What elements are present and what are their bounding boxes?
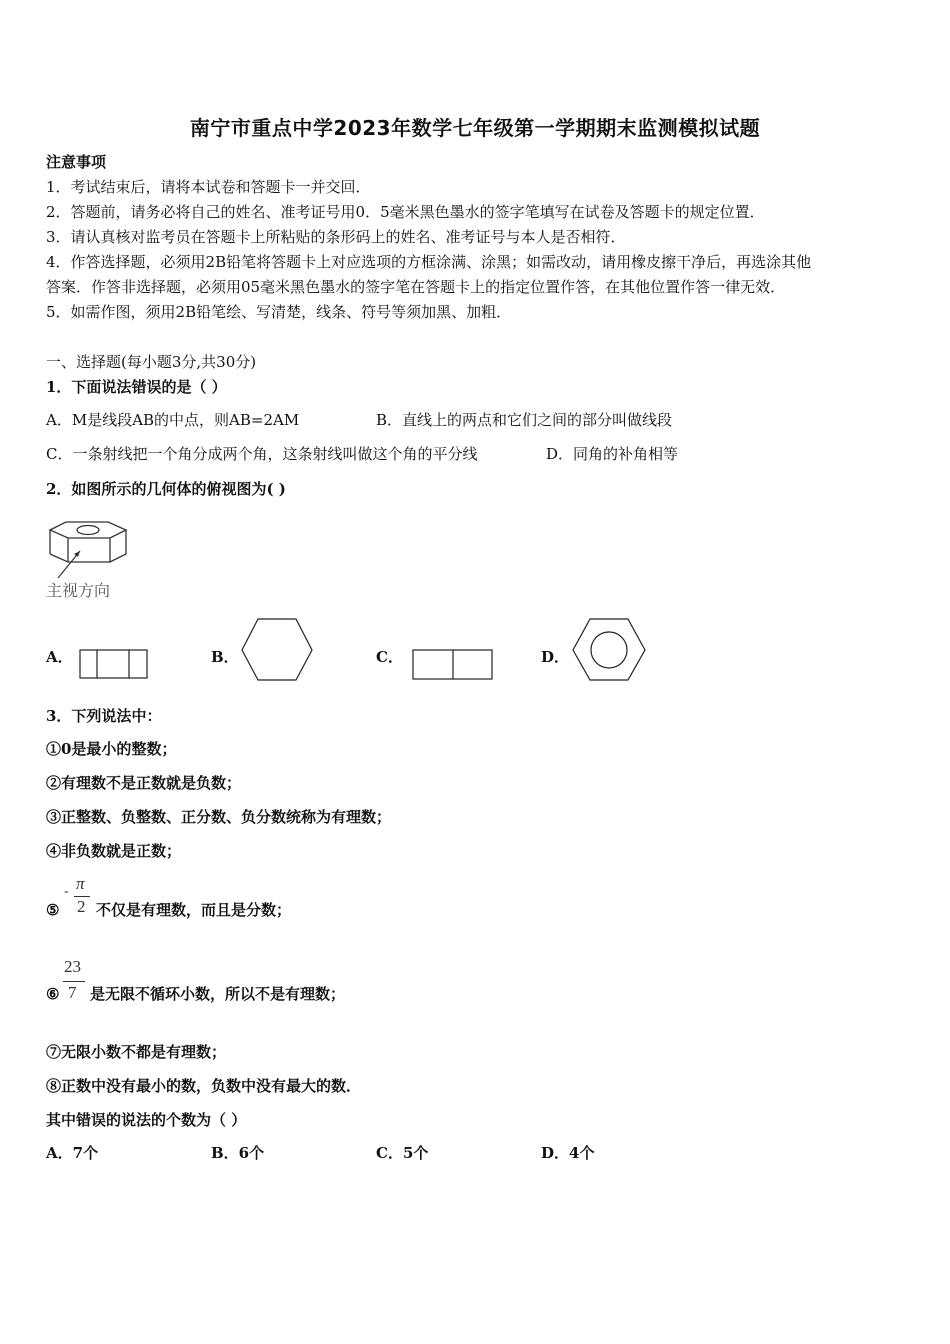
q1-option-b: B．直线上的两点和它们之间的部分叫做线段 xyxy=(376,411,673,429)
fraction-numerator: 23 xyxy=(64,957,81,976)
q3-stem: 3．下列说法中： xyxy=(46,707,162,725)
q3-statement: ④非负数就是正数； xyxy=(46,842,182,860)
q3-option-c[interactable]: C．5个 xyxy=(376,1144,429,1162)
q2-option-a-label: A． xyxy=(46,648,73,666)
q3-option-b[interactable]: B．6个 xyxy=(211,1144,265,1162)
q3-statement-text: 是无限不循环小数，所以不是有理数； xyxy=(90,985,346,1003)
notice-item: 1．考试结束后，请将本试卷和答题卡一并交回． xyxy=(46,178,371,196)
option-a-three-rect-icon[interactable] xyxy=(79,649,149,680)
q3-statement: ②有理数不是正数就是负数； xyxy=(46,774,242,792)
q2-option-b-label: B． xyxy=(211,648,239,666)
option-b-hexagon-icon[interactable] xyxy=(240,618,314,682)
minus-sign: - xyxy=(64,884,69,899)
q1-stem: 1．下面说法错误的是（ ） xyxy=(46,378,227,396)
q3-option-d[interactable]: D．4个 xyxy=(541,1144,595,1162)
section-heading: 一、选择题(每小题3分,共30分) xyxy=(46,353,257,371)
notice-item: 2．答题前，请务必将自己的姓名、准考证号用0．5毫米黑色墨水的签字笔填写在试卷及答题卡的规定位置． xyxy=(46,203,765,221)
q3-statement-number: ⑥ xyxy=(46,985,60,1003)
notice-item: 答案．作答非选择题，必须用05毫米黑色墨水的签字笔在答题卡上的指定位置作答，在其他位置作答一律无效． xyxy=(46,278,786,296)
notice-item: 5．如需作图，须用2B铅笔绘、写清楚，线条、符号等须加黑、加粗． xyxy=(46,303,512,321)
q2-option-c-label: C． xyxy=(376,648,403,666)
q3-statement: ③正整数、负整数、正分数、负分数统称为有理数； xyxy=(46,808,392,826)
option-d-hexagon-circle-icon[interactable] xyxy=(571,618,647,682)
notice-heading: 注意事项 xyxy=(46,153,107,171)
option-c-two-rect-icon[interactable] xyxy=(412,649,494,681)
q3-statement: ⑧正数中没有最小的数，负数中没有最大的数． xyxy=(46,1077,362,1095)
q3-question: 其中错误的说法的个数为（ ） xyxy=(46,1111,247,1129)
q2-option-d-label: D． xyxy=(541,648,570,666)
fraction-denominator: 2 xyxy=(77,897,86,916)
q2-stem: 2．如图所示的几何体的俯视图为( ) xyxy=(46,480,286,498)
q1-option-d: D．同角的补角相等 xyxy=(546,445,679,463)
q3-statement-number: ⑤ xyxy=(46,901,60,919)
q3-statement: ①0是最小的整数； xyxy=(46,740,177,758)
notice-item: 4．作答选择题，必须用2B铅笔将答题卡上对应选项的方框涂满、涂黑；如需改动，请用橡皮擦干净后，再选涂其他 xyxy=(46,253,812,271)
fraction-numerator: π xyxy=(76,874,85,893)
figure-label: 主视方向 xyxy=(46,581,111,600)
fraction-denominator: 7 xyxy=(68,983,77,1002)
page-title: 南宁市重点中学2023年数学七年级第一学期期末监测模拟试题 xyxy=(189,116,761,140)
q1-option-c: C．一条射线把一个角分成两个角，这条射线叫做这个角的平分线 xyxy=(46,445,478,463)
notice-item: 3．请认真核对监考员在答题卡上所粘贴的条形码上的姓名、准考证号与本人是否相符． xyxy=(46,228,626,246)
q3-statement-text: 不仅是有理数，而且是分数； xyxy=(96,901,292,919)
hex-nut-figure xyxy=(44,518,134,578)
q3-statement: ⑦无限小数不都是有理数； xyxy=(46,1043,227,1061)
fraction-line xyxy=(63,981,85,982)
q1-option-a: A．M是线段AB的中点，则AB=2AM xyxy=(46,411,300,429)
q3-option-a[interactable]: A．7个 xyxy=(46,1144,99,1162)
